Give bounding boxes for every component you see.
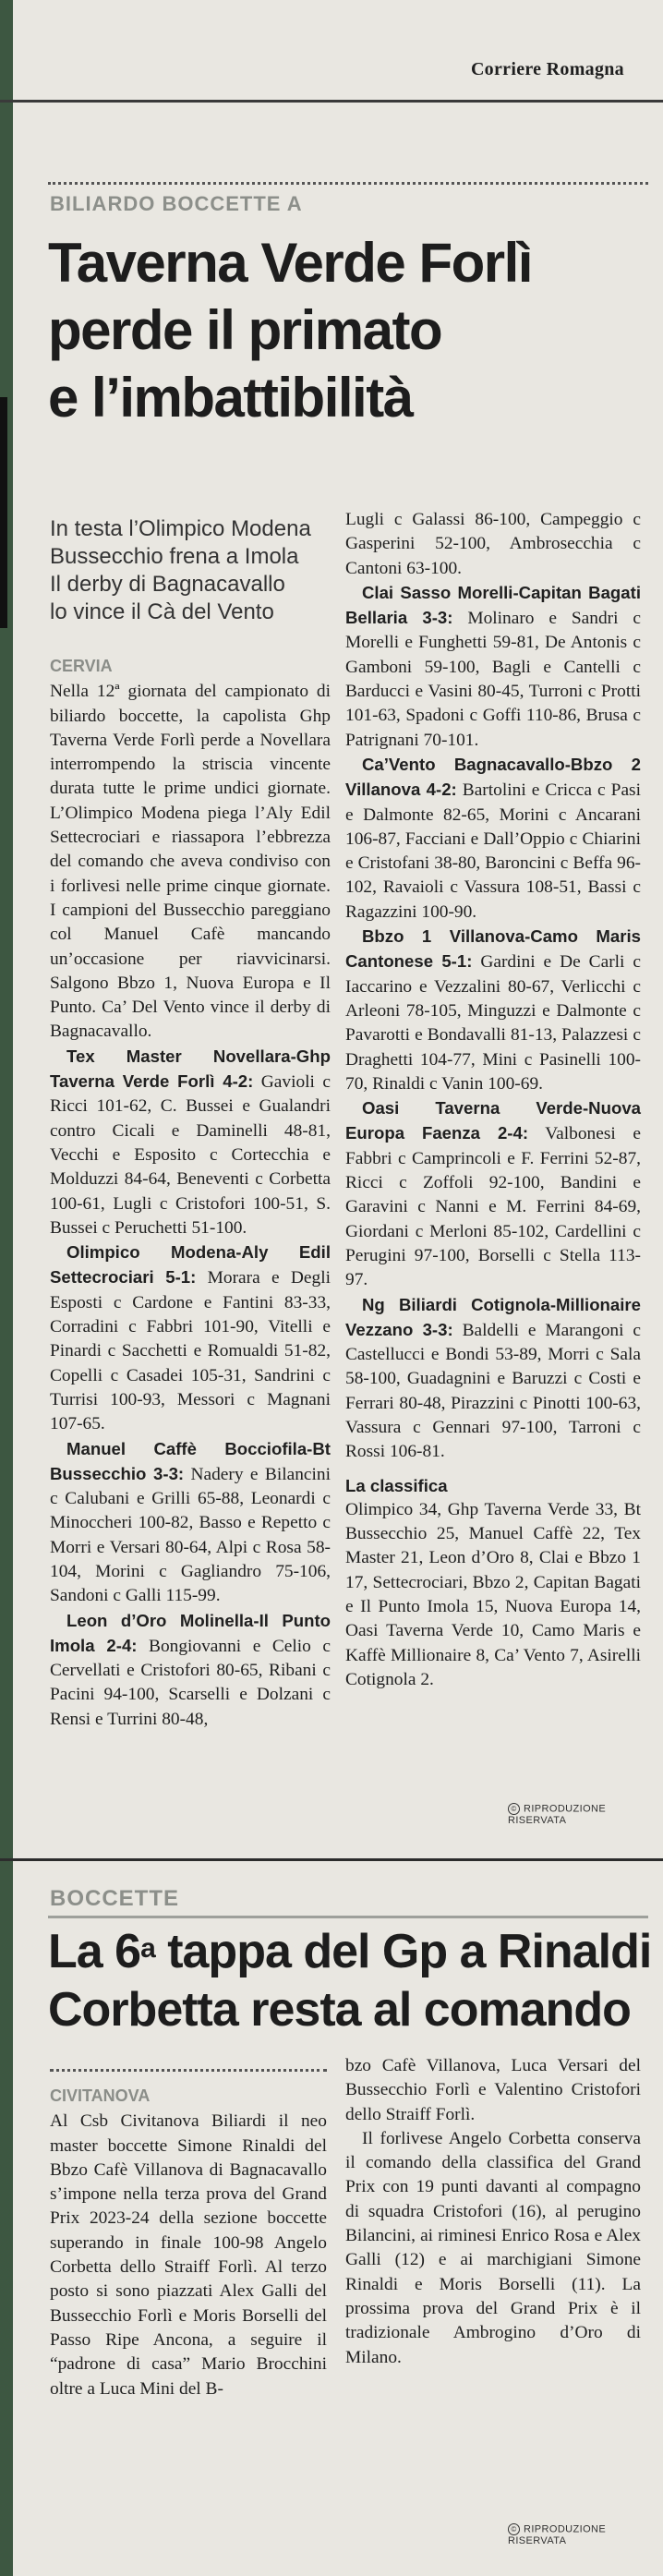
page-edge-shadow (0, 397, 7, 628)
subhead-line: Bussecchio frena a Imola (50, 544, 299, 569)
masthead: Corriere Romagna (470, 59, 624, 79)
page-edge (0, 0, 13, 2576)
paragraph (50, 680, 331, 1044)
section-rule (48, 1916, 648, 1918)
article-column-1 (50, 2084, 327, 2401)
match-title: Ng Biliardi Cotignola-Millionaire Vezzano 3-3: (345, 1294, 641, 1339)
copyright-note (508, 1803, 663, 1826)
article-column-2 (345, 508, 641, 1692)
match-title: Leon d’Oro Molinella-Il Punto Imola 2-4: (50, 1610, 331, 1655)
match-details: Nadery e Bilancini c Calubani e Grilli 65-88, Leonardi c Minoccheri 100-82, Basso e Repetto c Morri e Versari 80-64, Alpi c Rosa 58-104, Morini c Gagliandro 75-106, Sandoni c Galli 115-99. (50, 1464, 331, 1606)
headline-superscript: a (140, 1933, 155, 1964)
match-details: Gardini e De Carli c Iaccarino e Vezzalini 80-67, Verlicchi c Arleoni 78-105, Minguzzi e Dalmonte c Pavarotti e Bondavalli 81-13, Palazzesi c Draghetti 104-77, Mini c Pasinelli 100-70, Rinaldi c Vanin 100-69. (345, 952, 641, 1094)
match-result (50, 1609, 331, 1732)
copyright-icon: © (508, 2523, 520, 2535)
headline-line: e l’imbattibilità (48, 367, 413, 429)
subhead-line: In testa l’Olimpico Modena (50, 516, 311, 541)
dotted-rule (48, 182, 648, 185)
match-details: Molinaro e Sandri c Morelli e Funghetti 59-81, De Antonis c Gamboni 59-100, Bagli e Cantelli c Barducci e Vasini 80-45, Turroni c Protti 101-63, Spadoni c Goffi 110-86, Brusa c Patrignani 70-101. (345, 609, 641, 750)
match-title: Tex Master Novellara-Ghp Taverna Verde Forlì 4-2: (50, 1046, 331, 1092)
match-result (50, 1437, 331, 1609)
match-details: Bongiovanni e Celio c Cervellati e Cristofori 80-65, Ribani c Pacini 94-100, Scarselli e Dolzani c Rensi e Turrini 80-48, (50, 1636, 332, 1729)
copyright-icon: © (508, 1803, 520, 1815)
headline (48, 1923, 657, 2039)
match-result (50, 1240, 331, 1436)
match-title: Oasi Taverna Verde-Nuova Europa Faenza 2-4: (345, 1098, 641, 1143)
match-details: Baldelli e Marangoni c Castellucci e Bondi 53-89, Morri c Sala 58-100, Guadagnini e Baruzzi c Costi e Ferrari 80-48, Pirazzini c Pinotti 100-63, Vassura c Gennari 97-100, Tarroni c Rossi 106-81. (345, 1320, 641, 1462)
dateline: CIVITANOVA (50, 2086, 151, 2105)
headline-text: tappa del Gp a Rinaldi (154, 1925, 652, 1978)
match-title: Clai Sasso Morelli-Capitan Bagati Bellaria 3-3: (345, 582, 641, 628)
paragraph: Il forlivese Angelo Corbetta conserva il comando della classifica del Grand Prix con 19 punti davanti al compagno di squadra Cristofori (16), al perugino Bilancini, ai riminesi Enrico Rosa e Alex Galli (12) e ai marchigiani Simone Rinaldi e Moris Borselli (11). La prossima prova del Grand Prix è il tradizionale Ambrogino d’Oro di Milano. (345, 2128, 641, 2367)
subheadline (50, 515, 345, 626)
match-result (50, 1045, 331, 1240)
headline-line: Corbetta resta al comando (48, 1983, 631, 2037)
dotted-rule (50, 2069, 327, 2072)
match-details: Lugli c Galassi 86-100, Campeggio c Gasperini 52-100, Ambrosecchia c Cantoni 63-100. (345, 510, 641, 578)
match-title: Manuel Caffè Bocciofila-Bt Bussecchio 3-3: (50, 1438, 331, 1483)
subhead-line: lo vince il Cà del Vento (50, 599, 274, 624)
match-details: Morara e Degli Esposti c Cardone e Fantini 83-33, Corradini c Fabbri 101-90, Vitelli e Pinardi c Sacchetti e Romualdi 51-82, Copelli c Casadei 105-31, Sandrini c Turrisi 100-93, Messori c Magnani 107-65. (50, 1268, 331, 1434)
match-result (345, 925, 641, 1096)
match-result (345, 508, 641, 581)
copyright-note (508, 2523, 663, 2546)
match-result (345, 753, 641, 925)
match-title: Bbzo 1 Villanova-Camo Maris Cantonese 5-1: (345, 926, 641, 972)
headline (48, 229, 657, 431)
headline-line: Taverna Verde Forlì (48, 232, 532, 294)
article-divider (0, 1858, 663, 1861)
headline-line: perde il primato (48, 299, 442, 361)
headline-line (48, 1923, 657, 1981)
match-details: Valbonesi e Fabbri c Camprincoli e F. Ferrini 52-87, Ricci c Zoffoli 92-100, Bandini e Garavini c Nanni e M. Ferrini 84-69, Giordani c Merloni 85-102, Cardellini c Perugini 97-100, Borselli c Stella 113-97. (345, 1124, 641, 1290)
paragraph: Al Csb Civitanova Biliardi il neo master boccette Simone Rinaldi del Bbzo Cafè Villanova di Bagnacavallo s’impone nella terza prova del Grand Prix 2023-24 della sezione boccette superando in finale 100-98 Angelo Corbetta dello Straiff Forlì. Al terzo posto si sono piazzati Alex Galli del Bussecchio Forlì e Moris Borselli del Passo Ripe Ancona, a seguire il “padrone di casa” Mario Brocchini oltre a Luca Mini del B- (50, 2111, 327, 2399)
article-column-1 (50, 654, 331, 1732)
match-result (345, 1096, 641, 1292)
paragraph: bzo Cafè Villanova, Luca Versari del Bussecchio Forlì e Valentino Cristofori dello Straiff Forlì. (345, 2056, 641, 2124)
copyright-text: RIPRODUZIONE RISERVATA (508, 2523, 607, 2546)
match-title: Olimpico Modena-Aly Edil Settecrociari 5-1: (50, 1242, 331, 1288)
standings-label: La classifica (345, 1475, 448, 1495)
match-details: Bartolini e Cricca c Pasi e Dalmonte 82-65, Morini c Ancarani 106-87, Facciani e Dall’Oppio c Chiarini e Cristofani 38-80, Baroncini c Beffa 96-102, Ravaioli c Vassura 108-51, Bassi c Ragazzini 100-90. (345, 780, 641, 922)
lead-text: Nella 12ª giornata del campionato di biliardo boccette, la capolista Ghp Taverna Verde Forlì perde a Novellara interrompendo la striscia vincente durata tutte le prime undici giornate. L’Olimpico Modena piega l’Aly Edil Settecrociari e riassapora l’ebbrezza del comando che aveva condiviso con i forlivesi nelle prime cinque giornate. I campioni del Bussecchio pareggiano col Manuel Cafè mancando un’occasione per riavvicinarsi. Salgono Bbzo 1, Nuova Europa e Il Punto. Ca’ Del Vento vince il derby di Bagnacavallo. (50, 682, 331, 1042)
article-column-2 (345, 2054, 641, 2370)
match-result (345, 1293, 641, 1465)
match-details: Gavioli c Ricci 101-62, C. Bussei e Gualandri contro Cicali e Daminelli 48-81, Vecchi e Esposito c Cortecchia e Molduzzi 84-64, Beneventi c Corbetta 100-61, Lugli c Cristofori 100-51, S. Bussei c Peruchetti 51-100. (50, 1072, 331, 1238)
match-title: Ca’Vento Bagnacavallo-Bbzo 2 Villanova 4-2: (345, 754, 641, 800)
standings-text: Olimpico 34, Ghp Taverna Verde 33, Bt Bussecchio 25, Manuel Caffè 22, Tex Master 21, Leon d’Oro 8, Clai e Bbzo 1 17, Settecrociari, Bbzo 2, Capitan Bagati e Il Punto Imola 15, Nuova Europa 14, Oasi Taverna Verde 10, Camo Maris e Kaffè Millionaire 8, Ca’ Vento 7, Asirelli Cotignola 2. (345, 1499, 641, 1689)
match-result (345, 581, 641, 753)
subhead-line: Il derby di Bagnacavallo (50, 572, 285, 597)
headline-text: La 6 (48, 1925, 141, 1978)
dateline: CERVIA (50, 657, 113, 675)
section-tag: BOCCETTE (50, 1886, 179, 1911)
section-tag: BILIARDO BOCCETTE A (50, 192, 303, 215)
masthead-rule (0, 100, 663, 103)
copyright-text: RIPRODUZIONE RISERVATA (508, 1803, 607, 1826)
